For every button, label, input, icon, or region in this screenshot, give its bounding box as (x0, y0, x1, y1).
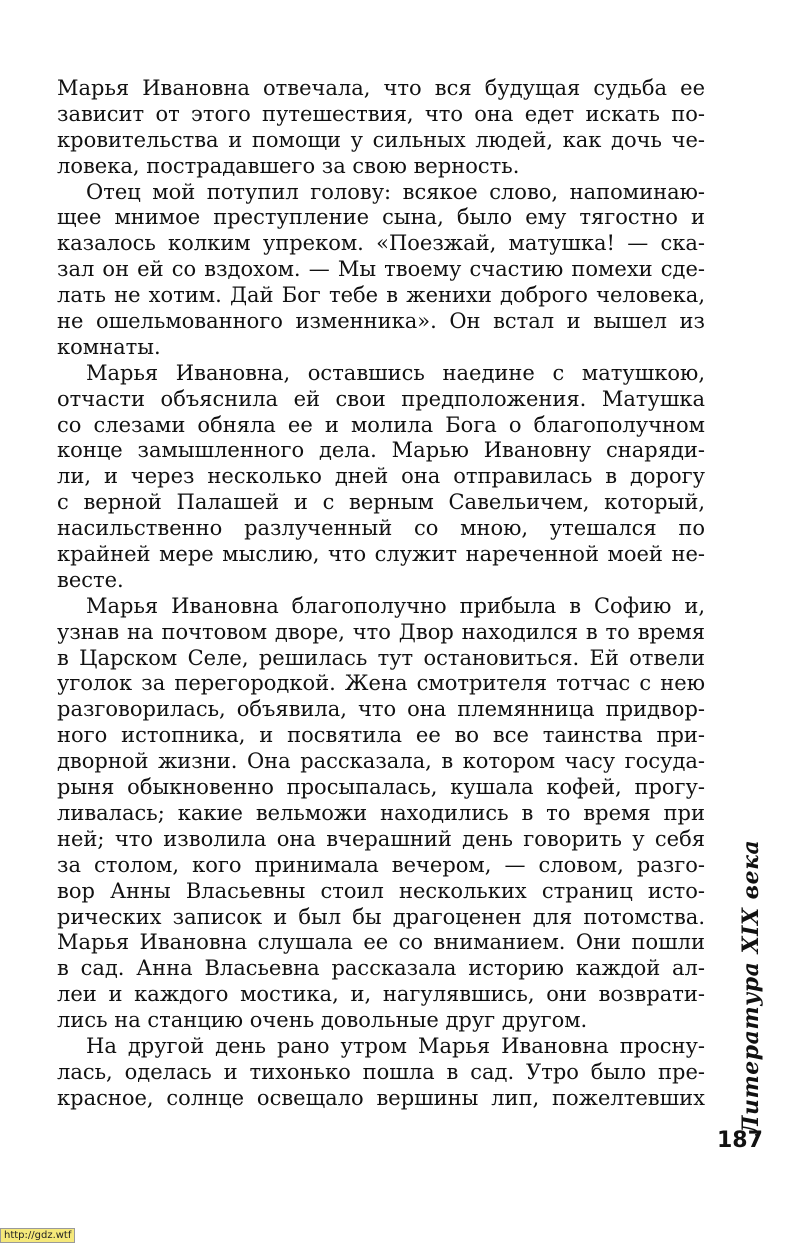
text-line: узнав на почтовом дворе, что Двор находился в то время (57, 619, 705, 644)
text-line: со слезами обняла ее и молила Бога о благополучном (57, 412, 705, 437)
text-line: рических записок и был бы драгоценен для потомства. (57, 904, 705, 929)
text-line: зал он ей со вздохом. — Мы твоему счастию помехи сде- (57, 257, 705, 282)
text-line: ли, и через несколько дней она отправилась в дорогу (57, 464, 705, 489)
text-line: в сад. Анна Власьевна рассказала историю каждой ал- (57, 956, 705, 981)
text-line: в Царском Селе, решилась тут остановиться. Ей отвели (57, 645, 705, 670)
text-line: лись на станцию очень довольные друг другом. (57, 1008, 588, 1033)
text-line: дворной жизни. Она рассказала, в котором часу госуда- (57, 749, 705, 774)
text-line: красное, солнце освещало вершины лип, пожелтевших (57, 1085, 705, 1110)
text-line: за столом, кого принимала вечером, — словом, разго- (57, 852, 705, 877)
text-line: Отец мой потупил голову: всякое слово, напоминаю- (86, 179, 705, 204)
watermark-url: http://gdz.wtf (0, 1228, 75, 1243)
text-line: ловека, пострадавшего за свою верность. (57, 153, 520, 178)
text-line: леи и каждого мостика, и, нагулявшись, они возврати- (57, 982, 705, 1007)
text-line: Марья Ивановна, оставшись наедине с матушкою, (86, 360, 705, 385)
text-line: лась, оделась и тихонько пошла в сад. Утро было пре- (57, 1059, 705, 1084)
page-number: 187 (717, 1128, 763, 1153)
text-line: Марья Ивановна слушала ее со вниманием. Они пошли (57, 930, 705, 955)
text-line: насильственно разлученный со мною, утешался по (57, 516, 705, 541)
text-line: Марья Ивановна отвечала, что вся будущая судьба ее (57, 76, 705, 100)
text-line: отчасти объяснила ей свои предположения. Матушка (57, 386, 705, 411)
text-line: не ошельмованного изменника». Он встал и вышел из (57, 309, 705, 334)
text-line: лать не хотим. Дай Бог тебе в женихи доброго человека, (57, 283, 705, 308)
text-line: Марья Ивановна благополучно прибыла в Софию и, (86, 593, 705, 618)
text-line: крайней мере мыслию, что служит нареченной моей не- (57, 542, 705, 567)
text-line: вор Анны Власьевны стоил нескольких страниц исто- (57, 878, 705, 903)
text-line: комнаты. (57, 334, 161, 359)
text-line: рыня обыкновенно просыпалась, кушала кофей, прогу- (57, 775, 705, 800)
text-line: разговорилась, объявила, что она племянница придвор- (57, 697, 705, 722)
text-line: казалось колким упреком. «Поезжай, матушка! — ска- (57, 231, 705, 256)
text-line: кровительства и помощи у сильных людей, как дочь че- (57, 127, 705, 152)
text-line: уголок за перегородкой. Жена смотрителя тотчас с нею (57, 671, 705, 696)
text-line: весте. (57, 567, 124, 592)
text-line: ней; что изволила она вчерашний день говорить у себя (57, 826, 705, 851)
text-line: с верной Палашей и с верным Савельичем, который, (57, 490, 705, 515)
text-line: зависит от этого путешествия, что она едет искать по- (57, 101, 705, 126)
text-line: щее мнимое преступление сына, было ему тягостно и (57, 205, 705, 230)
text-line: ного истопника, и посвятила ее во все таинства при- (57, 723, 705, 748)
text-line: конце замышленного дела. Марью Ивановну снаряди- (57, 438, 705, 463)
text-line: ливалась; какие вельможи находились в то время при (57, 800, 705, 825)
running-section-title: Литература XIX века (738, 839, 764, 1135)
page-body-text (57, 76, 705, 1112)
text-line: На другой день рано утром Марья Ивановна просну- (86, 1033, 705, 1058)
